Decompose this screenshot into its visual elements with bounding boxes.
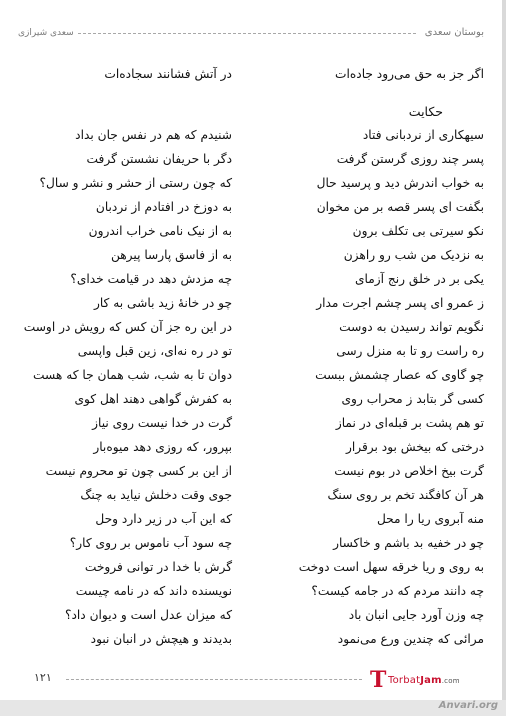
hemistich-first: به نزدیک من شب رو راهزن <box>343 248 484 262</box>
hemistich-first: چو گاوی که عصار چشمش ببست <box>315 368 484 382</box>
running-header <box>18 9 484 39</box>
watermark: Anvari.org <box>438 700 498 711</box>
hemistich-first: چه دانند مردم که در جامه کیست؟ <box>311 584 484 598</box>
verse-row <box>18 317 484 341</box>
verse-row <box>18 389 484 413</box>
logo-text: TorbatJam.com <box>388 675 460 686</box>
poem-body <box>18 125 484 653</box>
hemistich-second: جوی وقت دخلش نیاید به چنگ <box>80 488 232 502</box>
hemistich-first: گرت بیخ اخلاص در بوم نیست <box>334 464 484 478</box>
hemistich-first: ره راست رو تا به منزل رسی <box>336 344 484 358</box>
section-title: حکایت <box>408 104 443 119</box>
verse-row <box>18 557 484 581</box>
header-author: سعدی شیرازی <box>18 28 74 38</box>
hemistich-second: تو در ره نه‌ای، زین قبل واپسی <box>77 344 232 358</box>
hemistich-second: که این آب در زیر دارد وحل <box>95 512 232 526</box>
hemistich-second: چه سود آب ناموس بر روی کار؟ <box>69 536 232 550</box>
verse-row <box>18 341 484 365</box>
hemistich-second: که میزان عدل است و دیوان داد؟ <box>65 608 232 622</box>
verse-row <box>18 173 484 197</box>
hemistich-first: هر آن کافگند تخم بر روی سنگ <box>327 488 484 502</box>
hemistich-second: چه مزدش دهد در قیامت خدای؟ <box>70 272 232 286</box>
page-edge-shadow <box>502 0 506 716</box>
hemistich-second: بپرور، که روزی دهد میوه‌بار <box>93 440 232 454</box>
hemistich-first: پسر چند روزی گرستن گرفت <box>336 152 484 166</box>
verse-row <box>18 197 484 221</box>
verse-row <box>18 509 484 533</box>
verse-row <box>18 437 484 461</box>
verse-row <box>18 413 484 437</box>
hemistich-first: بگفت ای پسر قصه بر من مخوان <box>316 200 484 214</box>
verse-row <box>18 629 484 653</box>
hemistich-second: از این بر کسی چون تو محروم نیست <box>45 464 232 478</box>
verse-row <box>18 461 484 485</box>
opening-verse <box>18 64 484 88</box>
hemistich-first: نکو سیرتی بی تکلف برون <box>352 224 484 238</box>
hemistich-second: دگر با حریفان نشستن گرفت <box>86 152 232 166</box>
bottom-bar <box>0 700 506 716</box>
page-footer <box>14 668 490 692</box>
hemistich-first: اگر جز به حق می‌رود جاده‌ات <box>335 67 484 81</box>
hemistich-second: به از نیک نامی خراب اندرون <box>88 224 232 238</box>
hemistich-first: درختی که بیخش بود برقرار <box>345 440 484 454</box>
page-number: ۱۲۱ <box>34 671 52 684</box>
verse-row <box>18 221 484 245</box>
hemistich-second: چو در خانهٔ زید باشی به کار <box>93 296 232 310</box>
hemistich-second: به کفرش گواهی دهند اهل کوی <box>74 392 232 406</box>
verse-row <box>18 485 484 509</box>
hemistich-second: در این ره جز آن کس که رویش در اوست <box>23 320 232 334</box>
hemistich-first: چو در خفیه بد باشم و خاکسار <box>333 536 484 550</box>
hemistich-first: چه وزن آورد جایی انبان باد <box>348 608 484 622</box>
verse-row <box>18 125 484 149</box>
logo-mark-icon: T <box>370 667 387 693</box>
hemistich-first: به روی و ریا خرقه سهل است دوخت <box>298 560 484 574</box>
hemistich-first: تو هم پشت بر قبله‌ای در نماز <box>335 416 484 430</box>
hemistich-second: در آتش فشانند سجاده‌ات <box>104 67 232 81</box>
hemistich-first: منه آبروی ریا را محل <box>376 512 484 526</box>
hemistich-second: دوان تا به شب، شب همان جا که هست <box>33 368 232 382</box>
hemistich-first: نگویم تواند رسیدن به دوست <box>339 320 484 334</box>
hemistich-second: که چون رستی از حشر و نشر و سال؟ <box>39 176 232 190</box>
verse-row <box>18 365 484 389</box>
hemistich-first: یکی بر در خلق رنج آزمای <box>354 272 484 286</box>
verse-row <box>18 533 484 557</box>
hemistich-first: به خواب اندرش دید و پرسید حال <box>316 176 484 190</box>
hemistich-second: نویسنده داند که در نامه چیست <box>75 584 232 598</box>
verse-row <box>18 269 484 293</box>
verse-row <box>18 149 484 173</box>
verse-row <box>18 245 484 269</box>
verse-row <box>18 581 484 605</box>
header-rule <box>78 33 416 34</box>
torbatjam-logo <box>370 667 490 693</box>
hemistich-first: سیهکاری از نردبانی فتاد <box>362 128 484 142</box>
hemistich-second: بدیدند و هیچش در انبان نبود <box>90 632 232 646</box>
hemistich-first: مرائی که چندین ورع می‌نمود <box>337 632 484 646</box>
verse-row <box>18 605 484 629</box>
hemistich-second: گرت در خدا نیست روی نیاز <box>92 416 232 430</box>
footer-rule <box>66 679 362 680</box>
hemistich-second: شنیدم که هم در نفس جان بداد <box>75 128 232 142</box>
verse-row <box>18 293 484 317</box>
hemistich-second: به دوزخ در افتادم از نردبان <box>95 200 232 214</box>
hemistich-second: به از فاسق پارسا پیرهن <box>110 248 232 262</box>
header-book-title: بوستان سعدی <box>424 27 484 38</box>
hemistich-first: ز عمرو ای پسر چشم اجرت مدار <box>316 296 484 310</box>
hemistich-second: گرش با خدا در توانی فروخت <box>84 560 232 574</box>
hemistich-first: کسی گر بتابد ز محراب روی <box>341 392 484 406</box>
